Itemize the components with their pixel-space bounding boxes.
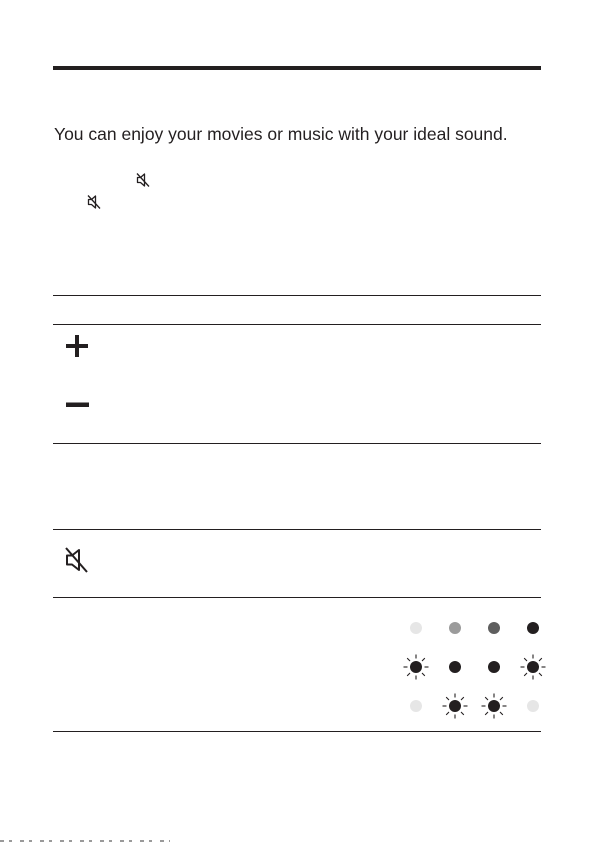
- table-row-rule: [53, 443, 541, 444]
- minus-icon: [66, 402, 90, 408]
- led-low: [437, 610, 473, 646]
- table-row-rule: [53, 324, 541, 325]
- led-blinking: [437, 688, 473, 724]
- led-indicator-grid: [398, 610, 550, 722]
- led-mid: [476, 610, 512, 646]
- table-header-rule: [53, 295, 541, 296]
- mute-icon: [136, 172, 150, 188]
- led-on: [515, 610, 551, 646]
- plus-icon: [65, 334, 89, 358]
- led-blinking: [476, 688, 512, 724]
- led-off: [398, 610, 434, 646]
- led-on: [476, 649, 512, 685]
- table-row-rule: [53, 597, 541, 598]
- cut-off-footer: [0, 837, 170, 843]
- mute-icon: [64, 546, 90, 574]
- led-blinking: [515, 649, 551, 685]
- mute-icon: [87, 194, 101, 210]
- led-blinking: [398, 649, 434, 685]
- intro-text: You can enjoy your movies or music with your ideal sound.: [54, 124, 508, 144]
- led-off: [398, 688, 434, 724]
- led-on: [437, 649, 473, 685]
- table-bottom-rule: [53, 731, 541, 732]
- table-row-rule: [53, 529, 541, 530]
- led-off: [515, 688, 551, 724]
- top-rule: [53, 66, 541, 70]
